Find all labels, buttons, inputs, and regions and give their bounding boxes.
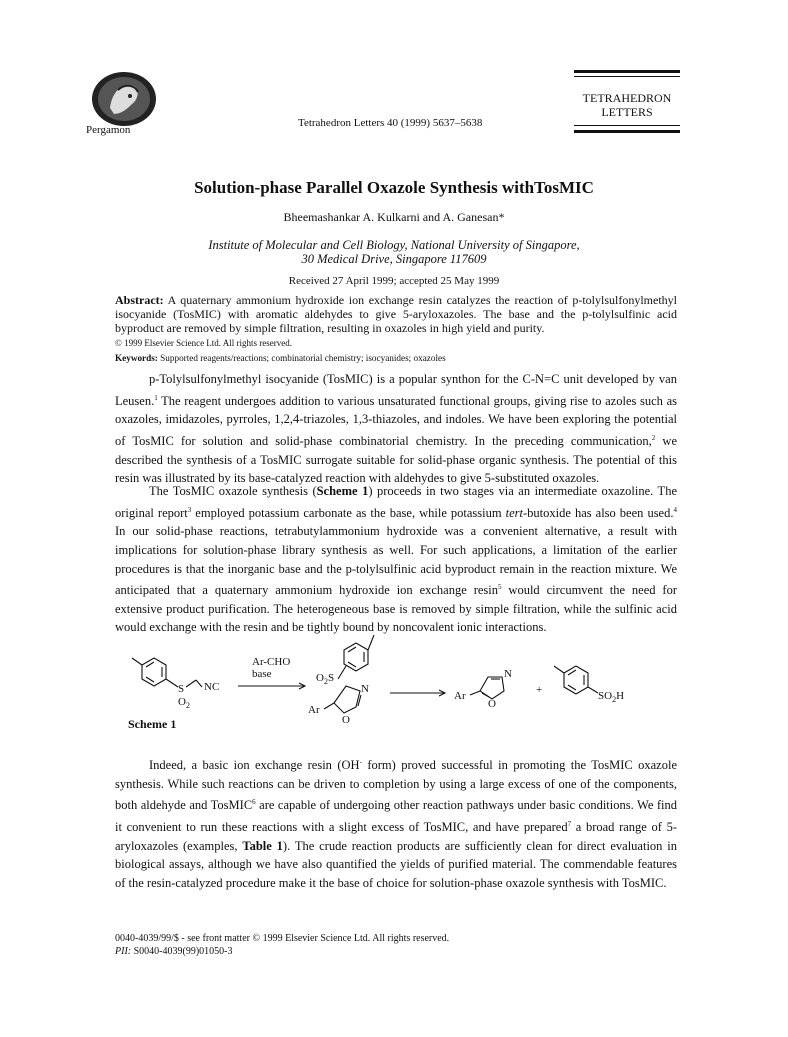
keywords [115, 352, 677, 364]
citation-3: 3 [187, 505, 192, 514]
p3-text-a: Indeed, a basic ion exchange resin (OH [149, 758, 360, 773]
authors: Bheemashankar A. Kulkarni and A. Ganesan* [283, 210, 505, 224]
pii-label: PII: [115, 946, 132, 957]
header-rule-top-thin [574, 76, 680, 77]
p3-text-d: a broad range of 5-aryloxazoles (examples, [115, 820, 677, 853]
paragraph-1 [115, 370, 677, 488]
p2-text-b: ) proceeds in two stages via an intermediate oxazoline. The original report [115, 484, 677, 520]
scheme-1-diagram [120, 633, 680, 743]
received-dates: Received 27 April 1999; accepted 25 May 1999 [288, 275, 500, 287]
intermediate-o2s-label [316, 672, 334, 686]
citation-1: 1 [154, 393, 158, 402]
oxazoline-ring [334, 686, 360, 713]
p2-text-f: would circumvent the need for extensive product purification. The heterogeneous base is removed by simple filtration, while the sulfinic acid would exchange with the resin and be tightly bound by noncovalent ionic interactions. [115, 583, 678, 635]
p2-text-d: -butoxide has also been used. [523, 505, 674, 520]
reagent-base-label: base [252, 668, 272, 680]
footer-copyright: 0040-4039/99/$ - see front matter © 1999 Elsevier Science Ltd. All rights reserved. [115, 933, 450, 944]
tert-italic: tert [505, 505, 523, 520]
keywords-label: Keywords: [115, 353, 158, 363]
journal-name-line2: LETTERS [601, 105, 653, 119]
citation-5: 5 [498, 583, 502, 592]
abstract-label: Abstract: [115, 293, 164, 307]
intermediate-s-label: S [327, 672, 335, 684]
citation-2: 2 [651, 433, 656, 442]
abstract-copyright: © 1999 Elsevier Science Ltd. All rights reserved. [115, 338, 293, 348]
affiliation-line1: Institute of Molecular and Cell Biology, National University of Singapore, [208, 238, 580, 252]
p3-text-b: form) proved successful in promoting the TosMIC oxazole synthesis. While such reactions can be driven to completion by using a large excess of one of the components, both aldehyde and TosMIC [115, 758, 677, 813]
abstract-text: A quaternary ammonium hydroxide ion exchange resin catalyzes the reaction of p-tolylsulfonylmethyl isocyanide (TosMIC) with aromatic aldehydes to give 5-aryloxazoles. The base and the p-tolylsulfinic acid byproduct are removed by simple filtration, resulting in oxazoles in high yield and purity. [115, 293, 677, 335]
journal-name [574, 91, 680, 119]
plus-sign: + [536, 684, 543, 696]
tosmic-sulfur-label: S [178, 683, 185, 695]
citation-6: 6 [252, 798, 256, 807]
p3-text-c: are capable of undergoing other reaction pathways under basic conditions. We find it convenient to run these reactions with a slight excess of TosMIC, and have prepared [115, 798, 678, 835]
scheme-label: Scheme 1 [128, 717, 177, 731]
intermediate-o-label: O [316, 672, 324, 684]
abstract [115, 293, 677, 350]
pii-value: S0040-4039(99)01050-3 [131, 946, 233, 957]
article-title: Solution-phase Parallel Oxazole Synthesis withTosMIC [194, 178, 594, 197]
oxazole-ar-label: Ar [454, 690, 466, 702]
pergamon-logo [88, 70, 160, 128]
intermediate-o-subscript: 2 [323, 677, 328, 686]
p2-text-a: The TosMIC oxazole synthesis ( [149, 484, 317, 498]
footer-pii [115, 945, 449, 958]
p2-text-c: employed potassium carbonate as the base, while potassium [191, 505, 506, 520]
isocyanide-label: NC [204, 681, 220, 693]
p3-text-e: ). The crude reaction products are sufficiently clean for direct evaluation in biological assays, although we have also quantified the yields of purified material. The commendable features of the resin-catalyzed procedure make it the base of choice for solution-phase oxazole synthesis with TosMIC. [115, 838, 677, 891]
paragraph-2 [115, 482, 677, 637]
affiliation [0, 238, 788, 266]
paragraph-3 [115, 753, 677, 893]
p1-text-b: The reagent undergoes addition to various unsaturated functional groups, giving rise to azoles such as oxazoles, imidazoles, pyrroles, 1,2,4-triazoles, 1,3-thiazoles, and indoles. We have been exploring the potential of TosMIC for solution and solid-phase combinatorial chemistry. In the preceding communication, [115, 393, 677, 449]
intermediate-n-label: N [361, 683, 369, 695]
p1-text-a: p-Tolylsulfonylmethyl isocyanide (TosMIC) is a popular synthon for the C-N=C unit developed by van Leusen. [115, 372, 677, 408]
header-rule-bottom-thin [574, 125, 680, 126]
footer [115, 932, 449, 958]
affiliation-line2: 30 Medical Drive, Singapore 117609 [301, 252, 487, 266]
table-ref: Table 1 [242, 838, 283, 853]
so2h-subscript: 2 [612, 695, 617, 704]
tosmic-o2-label [178, 696, 190, 710]
intermediate-ar-label: Ar [308, 704, 320, 716]
journal-reference: Tetrahedron Letters 40 (1999) 5637–5638 [298, 117, 483, 129]
so2h-h-label: H [616, 690, 625, 702]
journal-name-line1: TETRAHEDRON [582, 91, 672, 105]
intermediate-o-ring-label: O [342, 714, 350, 726]
p1-text-c: we described the synthesis of a TosMIC surrogate suitable for solid-phase organic synthesis. The potential of this resin was illustrated by its base-catalyzed reaction with aldehydes to give 5-substituted oxazoles. [115, 434, 677, 486]
keywords-text: Supported reagents/reactions; combinatorial chemistry; isocyanides; oxazoles [157, 353, 446, 363]
tosmic-o-label: O [178, 696, 186, 708]
hydroxide-charge: - [359, 758, 362, 766]
citation-7: 7 [567, 820, 572, 829]
so2h-label [598, 690, 624, 704]
oxazole-n-label: N [504, 668, 512, 680]
tosmic-o-subscript: 2 [185, 701, 190, 710]
oxazole-ring [480, 677, 504, 699]
oxazole-o-label: O [488, 698, 496, 710]
scheme-ref: Scheme 1 [316, 484, 369, 498]
so2h-so-label: SO [598, 690, 613, 702]
header-rule-bottom [574, 130, 680, 133]
citation-4: 4 [673, 505, 677, 514]
reagent-aldehyde-label: Ar-CHO [252, 656, 291, 668]
publisher-name: Pergamon [86, 124, 131, 136]
p2-text-e: In our solid-phase reactions, tetrabutylammonium hydroxide was a convenient alternative, a result with implications for solution-phase library synthesis as well. For such applications, a limitation of the earlier procedures is that the inorganic base and the p-tolylsulfinic acid byproduct remain in the reaction mixture. We anticipated that a quaternary ammonium hydroxide ion exchange resin [115, 524, 677, 598]
header-rule-top [574, 70, 680, 73]
